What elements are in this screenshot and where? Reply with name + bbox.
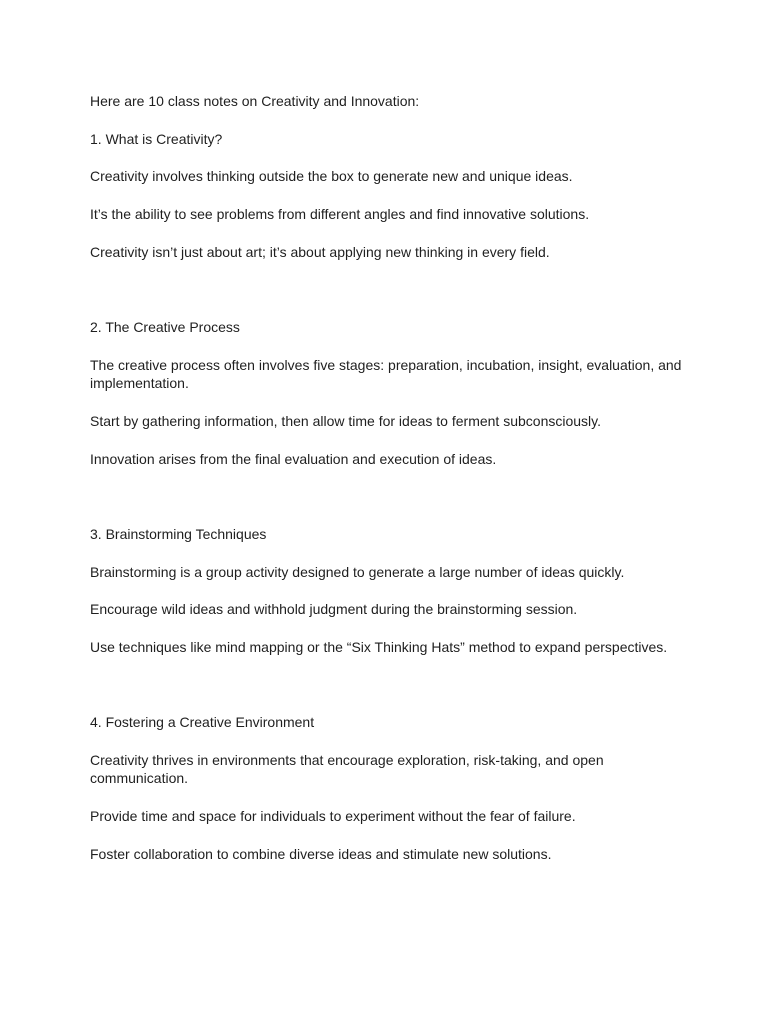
section-paragraph: Creativity involves thinking outside the box to generate new and unique ideas. [90,168,573,184]
intro-text: Here are 10 class notes on Creativity and Innovation: [90,93,420,109]
section-paragraph: Use techniques like mind mapping or the “Six Thinking Hats” method to expand perspectives. [90,639,668,655]
section-paragraph: Creativity thrives in environments that encourage exploration, risk-taking, and open communication. [90,752,604,786]
section-paragraph: Provide time and space for individuals to experiment without the fear of failure. [90,808,576,824]
section-heading: 1. What is Creativity? [90,131,223,147]
section-paragraph: Foster collaboration to combine diverse ideas and stimulate new solutions. [90,846,552,862]
section-paragraph: The creative process often involves five stages: preparation, incubation, insight, evaluation, and implementation. [90,357,682,391]
section-paragraph: Innovation arises from the final evaluation and execution of ideas. [90,451,497,467]
section-paragraph: Start by gathering information, then allow time for ideas to ferment subconsciously. [90,413,601,429]
section-paragraph: Creativity isn’t just about art; it’s about applying new thinking in every field. [90,244,550,260]
section-heading: 2. The Creative Process [90,319,240,335]
section-paragraph: Brainstorming is a group activity designed to generate a large number of ideas quickly. [90,564,625,580]
section-paragraph: It’s the ability to see problems from different angles and find innovative solutions. [90,206,590,222]
section-paragraph: Encourage wild ideas and withhold judgment during the brainstorming session. [90,601,578,617]
section-heading: 4. Fostering a Creative Environment [90,714,315,730]
section-heading: 3. Brainstorming Techniques [90,526,267,542]
